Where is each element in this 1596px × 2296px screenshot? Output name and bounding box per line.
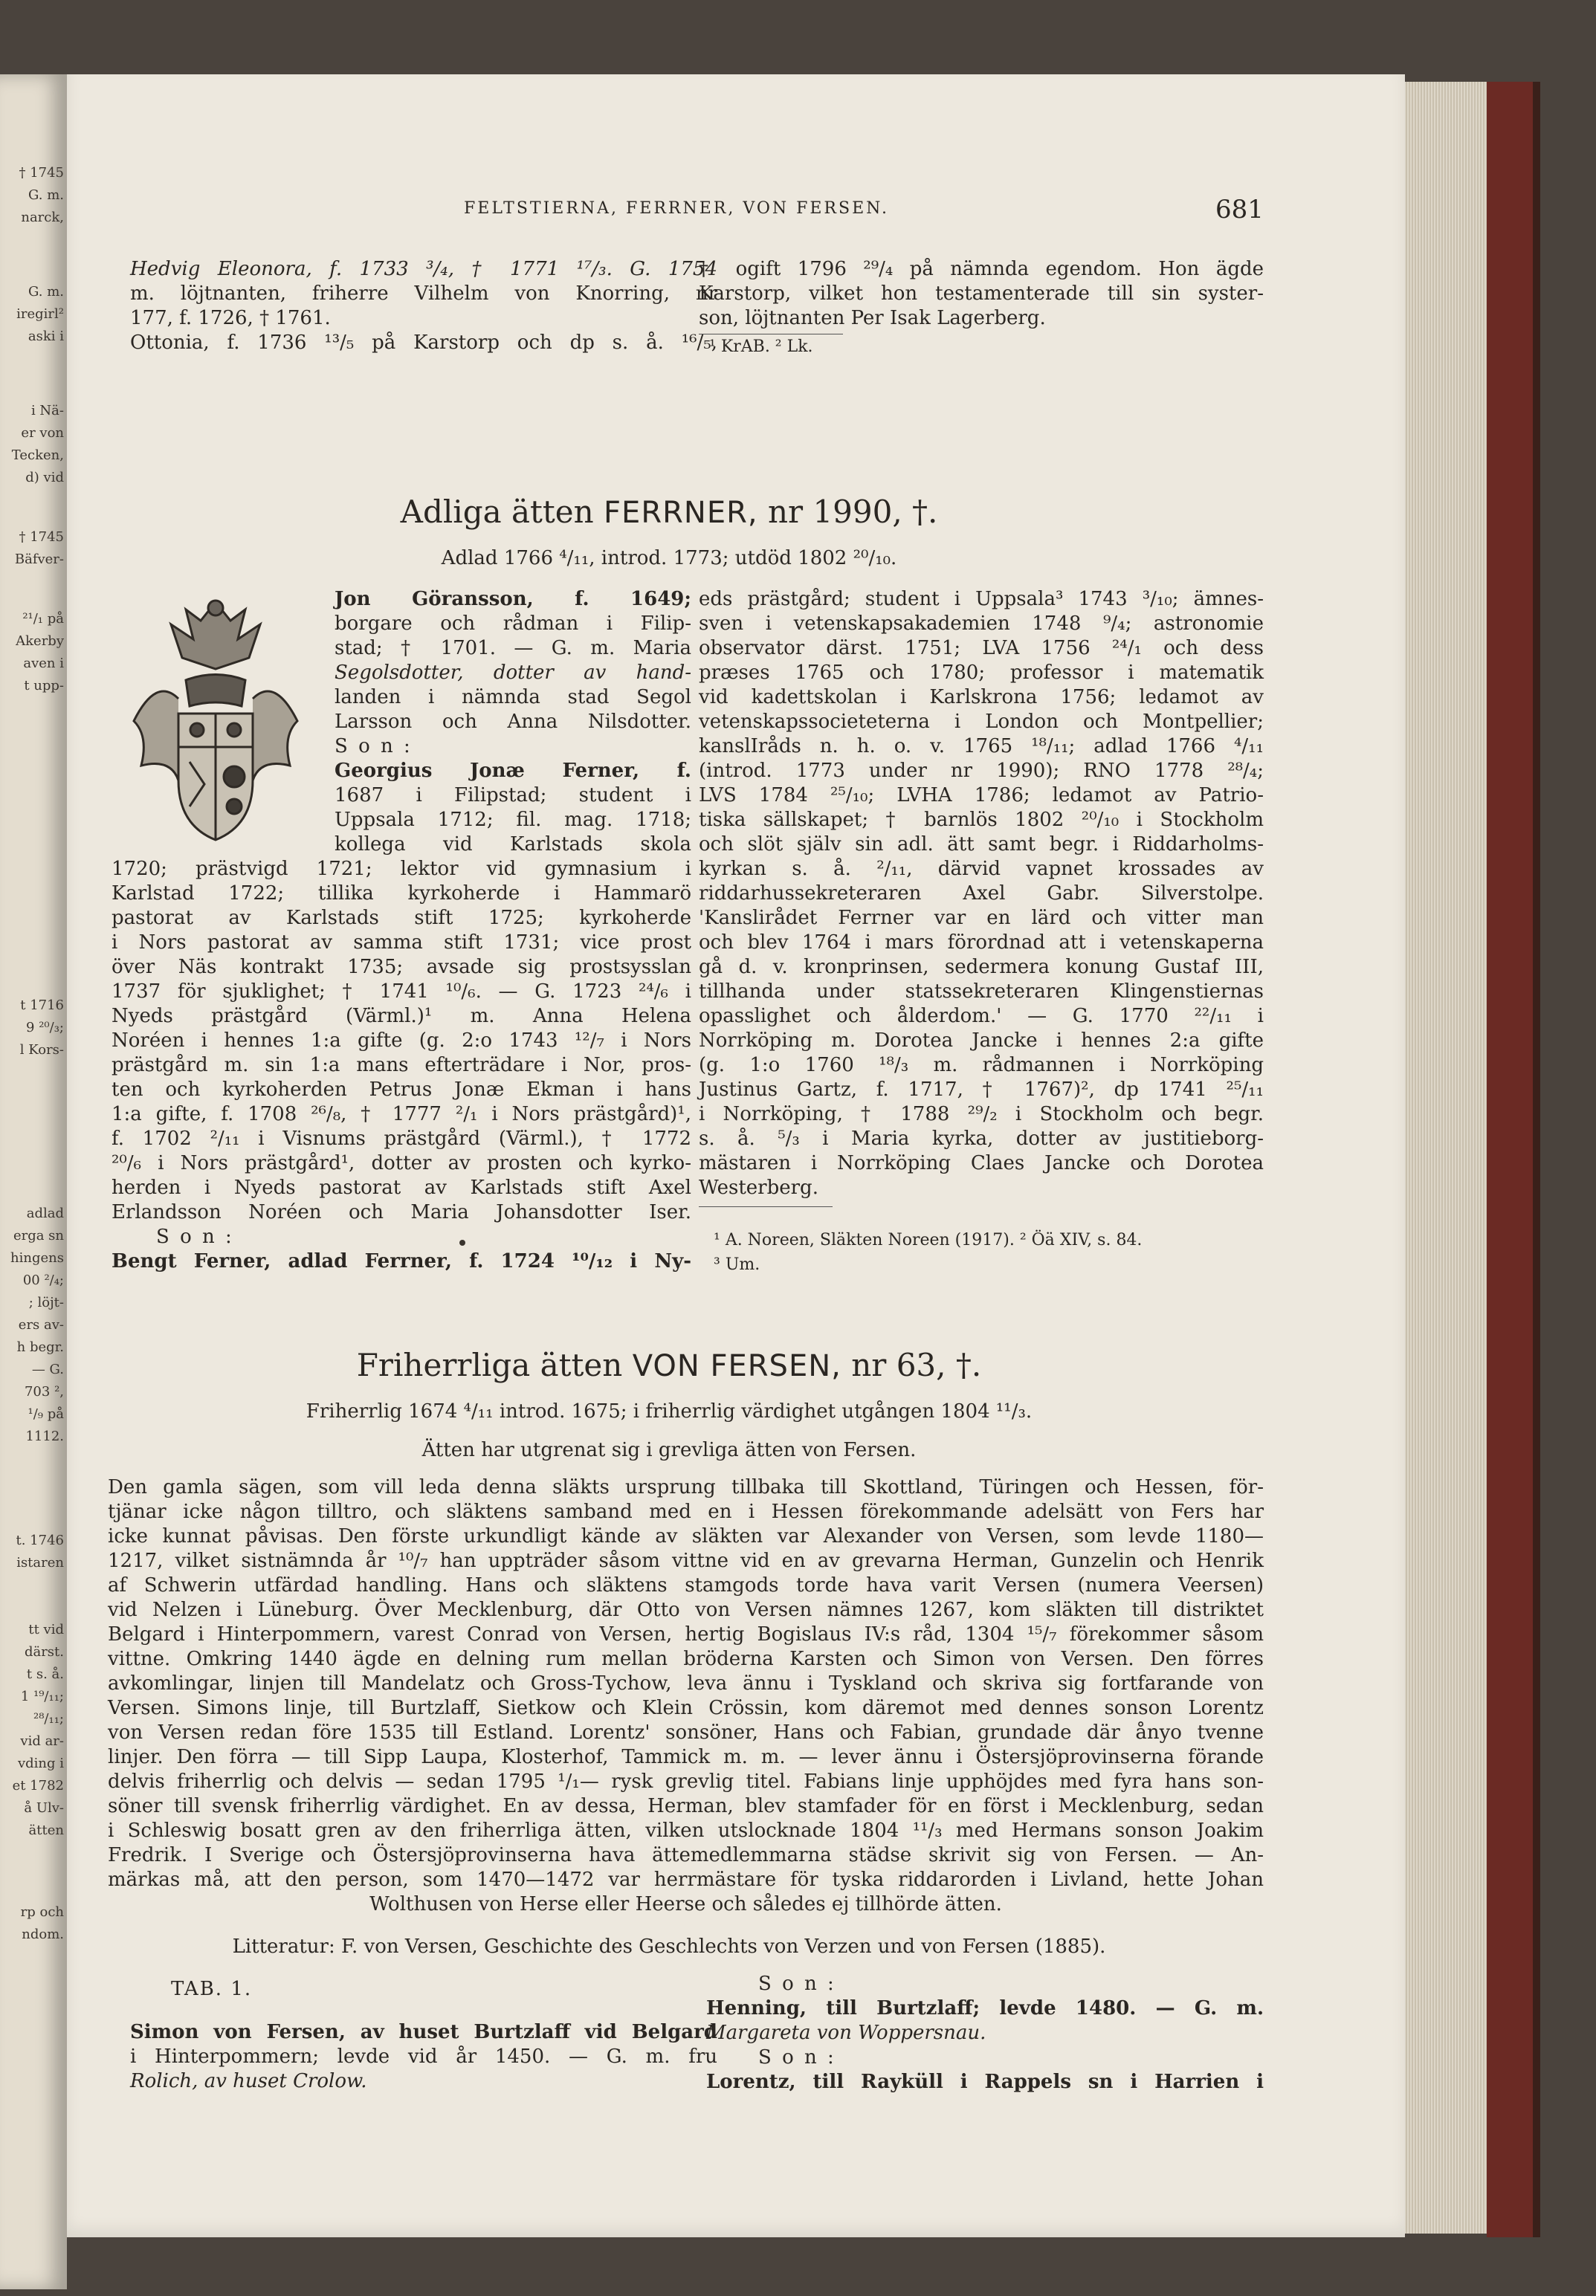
- top-right-column: [699, 257, 1264, 359]
- text-line: 1217, vilket sistnämnda år ¹⁰/₇ han uppträder såsom vittne vid en av grevarna Herman, Gunzelin och Henrik: [108, 1550, 1264, 1572]
- text-line: mästaren i Norrköping Claes Jancke och Dorotea: [699, 1152, 1264, 1174]
- text-line: f. 1702 ²/₁₁ i Visnums prästgård (Värml.), † 1772: [112, 1128, 691, 1150]
- text-line: gå d. v. kronprinsen, sedermera konung Gustaf III,: [699, 956, 1264, 978]
- text-line: 177, f. 1726, † 1761.: [130, 307, 331, 329]
- tab-heading: TAB. 1.: [171, 1978, 253, 2000]
- text-line: i Schleswig bosatt gren av den friherrliga ätten, vilken utslocknade 1804 ¹¹/₃ med Hermans sonson Joakim: [108, 1820, 1264, 1842]
- fersen-left-column: [130, 2020, 717, 2094]
- text-line: vittne. Omkring 1440 ägde en delning rum mellan bröderna Karsten och Simon von Versen. Den förres: [108, 1648, 1264, 1670]
- facing-page-fragment: rp och: [20, 1904, 64, 1920]
- facing-page-fragment: ²⁸/₁₁;: [33, 1711, 64, 1727]
- text-line: Lorentz, till Rayküll i Rappels sn i Harrien i: [706, 2071, 1264, 2093]
- text-line: 1737 för sjuklighet; † 1741 ¹⁰/₆. — G. 1723 ²⁴/₆ i: [112, 980, 691, 1003]
- facing-page-fragment: d) vid: [25, 470, 64, 485]
- fersen-history-paragraph: [108, 1475, 1264, 1917]
- facing-page-fragment: hingens: [10, 1250, 64, 1266]
- facing-page-fragment: erga sn: [13, 1228, 64, 1244]
- facing-page-fragment: ndom.: [22, 1927, 64, 1942]
- facing-page-fragment: t 1716: [20, 997, 64, 1013]
- text-line: m. löjtnanten, friherre Vilhelm von Knorring, nr: [130, 282, 717, 305]
- text-line: Fredrik. I Sverige och Östersjöprovinserna hava ättemedlemmarna städse skrivit sig von Fersen. — An-: [108, 1844, 1264, 1866]
- text-line: avkomlingar, linjen till Mandelatz och Gross-Tychow, leva ännu i Tyskland och skriva sig fortfarande von: [108, 1672, 1264, 1695]
- facing-page-fragment: adlad: [26, 1206, 64, 1221]
- text-line: S o n :: [335, 735, 413, 757]
- facing-page-fragment: l Kors-: [19, 1042, 64, 1058]
- facing-page-fragment: ätten: [28, 1823, 64, 1838]
- facing-page-fragment: t upp-: [24, 678, 64, 693]
- ferrner-left-column: [112, 587, 691, 1274]
- facing-page-fragment: 703 ²,: [24, 1384, 64, 1400]
- text-line: delvis friherrlig och delvis — sedan 1795 ¹/₁— rysk grevlig titel. Fabians linje upphöjdes med fyra hans son-: [108, 1770, 1264, 1793]
- footnote: ³ Um.: [714, 1255, 760, 1274]
- text-line: ten och kyrkoherden Petrus Jonæ Ekman i hans: [112, 1079, 691, 1101]
- text-line: vid kadettskolan i Karlskrona 1756; ledamot av: [699, 686, 1264, 708]
- ferrner-right-column: [699, 587, 1264, 1277]
- text-line: Karstorp, vilket hon testamenterade till sin syster-: [699, 282, 1264, 305]
- text-line: s. å. ⁵/₃ i Maria kyrka, dotter av justitieborg-: [699, 1128, 1264, 1150]
- text-line: Norrköping m. Dorotea Jancke i hennes 2:a gifte: [699, 1029, 1264, 1052]
- text-line: S o n :: [758, 1973, 836, 1995]
- facing-page-fragment: 00 ²/₄;: [22, 1272, 64, 1288]
- text-line: † ogift 1796 ²⁹/₄ på nämnda egendom. Hon ägde: [699, 258, 1264, 280]
- facing-page-edge: [0, 74, 67, 2289]
- text-line: LVS 1784 ²⁵/₁₀; LVHA 1786; ledamot av Patrio-: [699, 784, 1264, 806]
- title-name: FERRNER,: [604, 496, 758, 530]
- text-line: Westerberg.: [699, 1177, 818, 1199]
- text-line: Georgius Jonæ Ferner, f.: [335, 760, 691, 782]
- text-line: borgare och rådman i Filip-: [335, 612, 691, 635]
- text-line: kyrkan s. å. ²/₁₁, därvid vapnet krossades av: [699, 858, 1264, 880]
- facing-page-fragment: i Nä-: [30, 403, 64, 418]
- fersen-subtitle-2: Ätten har utgrenat sig i grevliga ätten von Fersen.: [421, 1439, 917, 1461]
- text-line: Noréen i hennes 1:a gifte (g. 2:o 1743 ¹²/₇ i Nors: [112, 1029, 691, 1052]
- facing-page-fragment: t. 1746: [16, 1533, 64, 1548]
- facing-page-fragment: istaren: [16, 1555, 64, 1571]
- facing-page-fragment: aven i: [23, 656, 64, 671]
- facing-page-fragment: Tecken,: [11, 447, 64, 463]
- footnote: ¹ A. Noreen, Släkten Noreen (1917). ² Öä XIV, s. 84.: [714, 1231, 1143, 1249]
- text-line: Jon Göransson, f. 1649;: [335, 588, 691, 610]
- text-line: i Hinterpommern; levde vid år 1450. — G. m. fru: [130, 2046, 717, 2068]
- facing-page-fragment: 9 ²⁰/₃;: [26, 1020, 64, 1035]
- text-line: stad; † 1701. — G. m. Maria: [335, 637, 691, 659]
- text-line: riddarhussekreteraren Axel Gabr. Silverstolpe.: [699, 882, 1264, 905]
- facing-page-fragment: Bäfver-: [14, 552, 64, 567]
- text-line: Wolthusen von Herse eller Heerse och således ej tillhörde ätten.: [369, 1893, 1002, 1915]
- text-line: tiska sällskapet; † barnlös 1802 ²⁰/₁₀ i Stockholm: [699, 809, 1264, 831]
- facing-page-fragment: iregirl²: [16, 306, 64, 322]
- text-line: landen i nämnda stad Segol: [335, 686, 691, 708]
- facing-page-fragment: ²¹/₁ på: [22, 611, 64, 627]
- book-cover-edge: [1533, 82, 1540, 2237]
- text-line: opasslighet och ålderdom.' — G. 1770 ²²/₁₁ i: [699, 1005, 1264, 1027]
- text-line: Versen. Simons linje, till Burtzlaff, Sietkow och Klein Crössin, kom däremot med dennes sonson Lorentz: [108, 1697, 1264, 1719]
- text-line: icke kunnat påvisas. Den förste urkundligt kände av släkten var Alexander von Versen, som levde 1180—: [108, 1525, 1264, 1548]
- facing-page-fragment: er von: [21, 425, 64, 441]
- text-line: söner till svensk friherrlig värdighet. En av dessa, Herman, blev stamfader för en först i Mecklenburg, sedan: [108, 1795, 1264, 1817]
- facing-page-fragment: ¹/₉ på: [28, 1406, 64, 1422]
- text-line: i Norrköping, † 1788 ²⁹/₂ i Stockholm och begr.: [699, 1103, 1264, 1125]
- footnote-rule: [699, 1206, 833, 1207]
- title-suffix: nr 1990, †.: [767, 494, 938, 530]
- book-cover: [1487, 82, 1539, 2237]
- text-line: Ottonia, f. 1736 ¹³/₅ på Karstorp och dp s. å. ¹⁶/₅,: [130, 332, 717, 354]
- text-line: Henning, till Burtzlaff; levde 1480. — G. m.: [706, 1997, 1264, 2019]
- text-line: Simon von Fersen, av huset Burtzlaff vid Belgard: [130, 2021, 717, 2043]
- fersen-subtitle: Friherrlig 1674 ⁴/₁₁ introd. 1675; i friherrlig värdighet utgången 1804 ¹¹/₃.: [306, 1400, 1033, 1423]
- text-line: eds prästgård; student i Uppsala³ 1743 ³/₁₀; ämnes-: [699, 588, 1264, 610]
- text-line: 1:a gifte, f. 1708 ²⁶/₈, † 1777 ²/₁ i Nors prästgård)¹,: [112, 1103, 691, 1125]
- book-page: [67, 74, 1405, 2237]
- text-line: linjer. Den förra — till Sipp Laupa, Klosterhof, Tammick m. m. — lever ännu i Östersjöprovinserna förande: [108, 1746, 1264, 1768]
- text-line: Segolsdotter, dotter av hand-: [335, 662, 691, 684]
- text-line: kanslIråds n. h. o. v. 1765 ¹⁸/₁₁; adlad 1766 ⁴/₁₁: [699, 735, 1264, 757]
- text-line: præses 1765 och 1780; professor i matematik: [699, 662, 1264, 684]
- ferrner-subtitle: Adlad 1766 ⁴/₁₁, introd. 1773; utdöd 1802 ²⁰/₁₀.: [441, 547, 897, 569]
- section-divider-dot: [459, 1240, 465, 1246]
- title-prefix: Friherrliga ätten: [356, 1347, 623, 1383]
- text-line: Larsson och Anna Nilsdotter.: [335, 711, 691, 733]
- facing-page-fragment: narck,: [21, 210, 64, 225]
- text-line: observator därst. 1751; LVA 1756 ²⁴/₁ och dess: [699, 637, 1264, 659]
- running-head: FELTSTIERNA, FERRNER, VON FERSEN.: [464, 199, 889, 218]
- text-line: Nyeds prästgård (Värml.)¹ m. Anna Helena: [112, 1005, 691, 1027]
- text-line: vid Nelzen i Lüneburg. Över Mecklenburg, där Otto von Versen nämnes 1267, kom släkten till distriktet: [108, 1599, 1264, 1621]
- fersen-right-column: [706, 1972, 1264, 2095]
- text-line: tillhanda under statssekreteraren Klingenstiernas: [699, 980, 1264, 1003]
- text-line: 'Kanslirådet Ferrner var en lärd och vitter man: [699, 907, 1264, 929]
- facing-page-fragment: ; löjt-: [28, 1295, 64, 1310]
- title-suffix: nr 63, †.: [851, 1347, 982, 1383]
- text-line: 1720; prästvigd 1721; lektor vid gymnasium i: [112, 858, 691, 880]
- facing-page-fragment: aski i: [28, 329, 64, 344]
- text-line: Bengt Ferner, adlad Ferrner, f. 1724 ¹⁰/₁₂ i Ny-: [112, 1250, 691, 1272]
- text-line: ²⁰/₆ i Nors prästgård¹, dotter av prosten och kyrko-: [112, 1152, 691, 1174]
- text-line: över Näs kontrakt 1735; avsade sig prostsysslan: [112, 956, 691, 978]
- text-line: Justinus Gartz, f. 1717, † 1767)², dp 1741 ²⁵/₁₁: [699, 1079, 1264, 1101]
- facing-page-fragment: — G.: [31, 1362, 64, 1377]
- facing-page-fragment: h begr.: [16, 1339, 64, 1355]
- text-line: och blev 1764 i mars förordnad att i vetenskaperna: [699, 931, 1264, 954]
- text-line: S o n :: [156, 1226, 234, 1248]
- text-line: Uppsala 1712; fil. mag. 1718;: [335, 809, 691, 831]
- facing-page-fragment: † 1745: [19, 529, 64, 545]
- text-line: son, löjtnanten Per Isak Lagerberg.: [699, 307, 1046, 329]
- text-line: Margareta von Woppersnau.: [706, 2022, 986, 2044]
- text-line: von Versen redan före 1535 till Estland. Lorentz' sonsöner, Hans och Fabian, grundade där ånyo tvenne: [108, 1721, 1264, 1744]
- text-line: vetenskapssocieteterna i London och Montpellier;: [699, 711, 1264, 733]
- text-line: herden i Nyeds pastorat av Karlstads stift Axel: [112, 1177, 691, 1199]
- text-line: af Schwerin utfärdad handling. Hans och släktens stamgods torde hava varit Versen (numera Veersen): [108, 1574, 1264, 1597]
- facing-page-fragment: å Ulv-: [24, 1800, 64, 1816]
- facing-page-fragment: G. m.: [28, 187, 64, 203]
- text-line: Hedvig Eleonora, f. 1733 ³/₄, † 1771 ¹⁷/₃. G. 1754: [130, 258, 717, 280]
- text-line: Rolich, av huset Crolow.: [130, 2070, 367, 2092]
- page-number: 681: [1215, 195, 1264, 224]
- facing-page-fragment: Akerby: [16, 633, 64, 649]
- text-line: Karlstad 1722; tillika kyrkoherde i Hammarö: [112, 882, 691, 905]
- text-line: märkas må, att den person, som 1470—1472 var herrmästare för tyska riddarorden i Livland, hette Johan: [108, 1869, 1264, 1891]
- facing-page-fragment: t s. å.: [26, 1666, 64, 1682]
- text-line: 1687 i Filipstad; student i: [335, 784, 691, 806]
- facing-page-fragment: et 1782: [12, 1778, 64, 1794]
- text-line: Den gamla sägen, som vill leda denna släkts ursprung tillbaka till Skottland, Türingen och Hessen, för-: [108, 1476, 1264, 1498]
- litteratur: Litteratur: F. von Versen, Geschichte des Geschlechts von Verzen und von Fersen (1885).: [232, 1936, 1106, 1958]
- facing-page-fragment: 1 ¹⁹/₁₁;: [20, 1689, 64, 1704]
- text-line: pastorat av Karlstads stift 1725; kyrkoherde: [112, 907, 691, 929]
- facing-page-fragment: 1112.: [25, 1429, 64, 1444]
- text-line: prästgård m. sin 1:a mans efterträdare i Nor, pros-: [112, 1054, 691, 1076]
- facing-page-fragment: därst.: [24, 1644, 64, 1660]
- text-line: sven i vetenskapsakademien 1748 ⁹/₄; astronomie: [699, 612, 1264, 635]
- top-left-column: [130, 257, 717, 355]
- facing-page-fragment: † 1745: [19, 165, 64, 181]
- text-line: Belgard i Hinterpommern, varest Conrad von Versen, hertig Bogislaus IV:s råd, 1304 ¹⁵/₇ förekommer såsom: [108, 1623, 1264, 1646]
- text-line: (introd. 1773 under nr 1990); RNO 1778 ²⁸/₄;: [699, 760, 1264, 782]
- text-line: S o n :: [758, 2046, 836, 2069]
- text-line: tjänar icke någon tilltro, och släktens samband med en i Hessen förekommande adelsätt von Fers har: [108, 1501, 1264, 1523]
- text-line: i Nors pastorat av samma stift 1731; vice prost: [112, 931, 691, 954]
- fersen-title: [67, 1347, 1271, 1383]
- facing-page-fragment: G. m.: [28, 284, 64, 300]
- facing-page-fragment: ers av-: [18, 1317, 64, 1333]
- title-prefix: Adliga ätten: [400, 494, 594, 530]
- text-line: Erlandsson Noréen och Maria Johansdotter Iser.: [112, 1201, 691, 1223]
- ferrner-title: [67, 494, 1271, 530]
- facing-page-fragment: tt vid: [28, 1622, 64, 1637]
- text-line: kollega vid Karlstads skola: [335, 833, 691, 856]
- title-name: VON FERSEN,: [632, 1349, 841, 1383]
- footnote: ¹ KrAB. ² Lk.: [699, 334, 843, 359]
- text-line: (g. 1:o 1760 ¹⁸/₃ m. rådmannen i Norrköping: [699, 1054, 1264, 1076]
- facing-page-fragment: vid ar-: [20, 1733, 64, 1749]
- facing-page-fragment: vding i: [17, 1756, 64, 1771]
- text-line: och slöt själv sin adl. ätt samt begr. i Riddarholms-: [699, 833, 1264, 856]
